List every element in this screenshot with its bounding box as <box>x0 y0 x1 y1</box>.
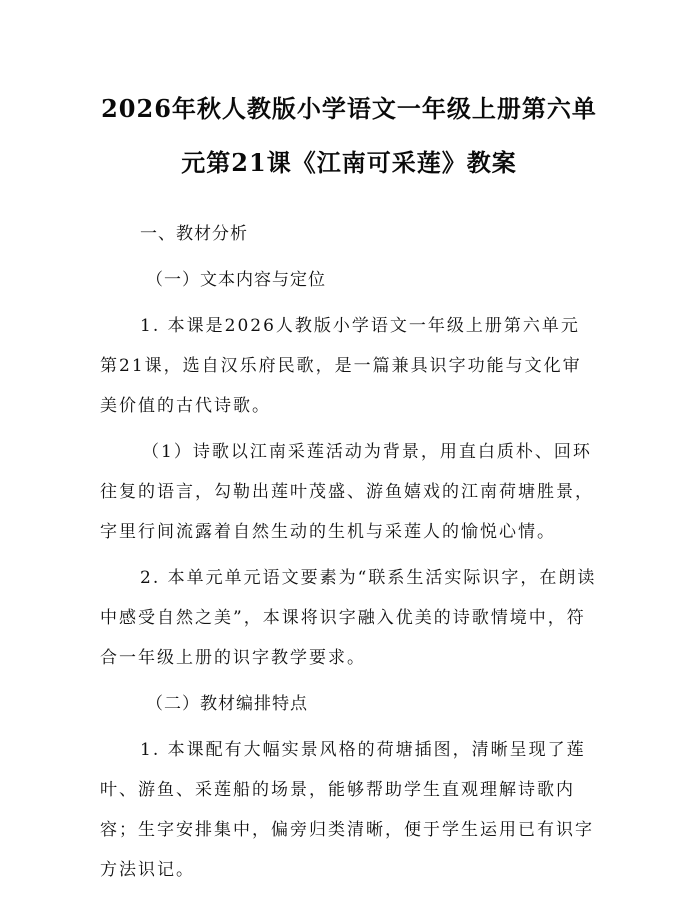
paragraph-1: 1. 本课是2026人教版小学语文一年级上册第六单元第21课，选自汉乐府民歌，是一篇兼具识字功能与文化审美价值的古代诗歌。 <box>100 316 582 416</box>
document-title <box>100 82 598 190</box>
subsection-heading-arrangement: （二）教材编排特点 <box>146 694 308 714</box>
paragraph-2: （1）诗歌以江南采莲活动为背景，用直白质朴、回环往复的语言，勾勒出莲叶茂盛、游鱼嬉戏的江南荷塘胜景，字里行间流露着自然生动的生机与采莲人的愉悦心情。 <box>100 442 594 542</box>
paragraph-3: 2. 本单元单元语文要素为“联系生活实际识字，在朗读中感受自然之美”，本课将识字融入优美的诗歌情境中，符合一年级上册的识字教学要求。 <box>100 568 597 668</box>
subsection-heading-text-content: （一）文本内容与定位 <box>146 270 326 290</box>
section-heading-teaching-material-analysis: 一、教材分析 <box>140 224 248 244</box>
title-line-2: 元第21课《江南可采莲》教案 <box>181 148 517 177</box>
title-line-1: 2026年秋人教版小学语文一年级上册第六单 <box>101 94 597 123</box>
paragraph-4: 1. 本课配有大幅实景风格的荷塘插图，清晰呈现了莲叶、游鱼、采莲船的场景，能够帮助学生直观理解诗歌内容；生字安排集中，偏旁归类清晰，便于学生运用已有识字方法识记。 <box>100 740 594 880</box>
